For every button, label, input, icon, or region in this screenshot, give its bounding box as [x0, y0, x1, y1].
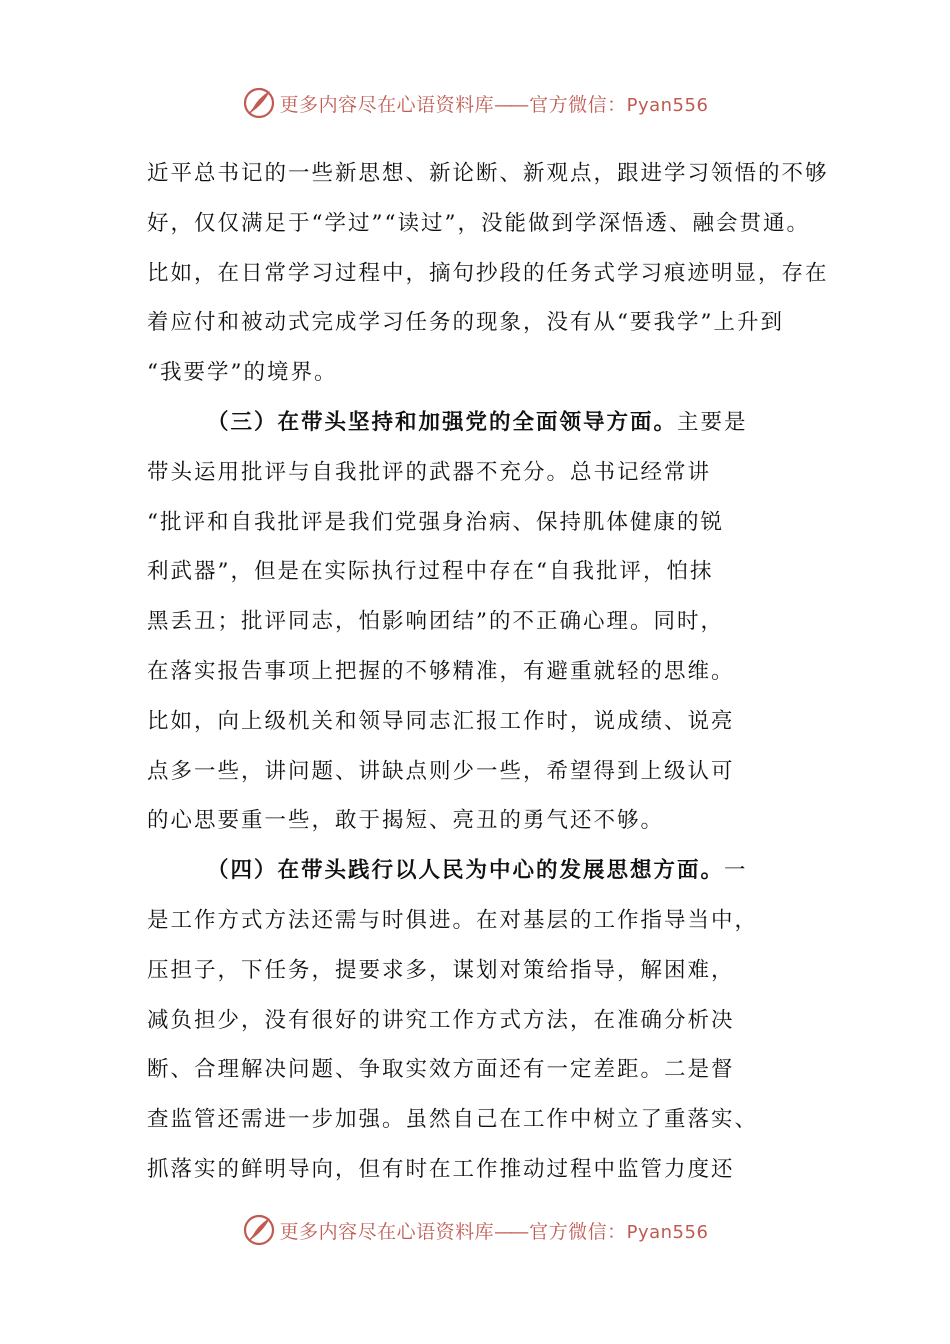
text-line: 带头运用批评与自我批评的武器不充分。总书记经常讲: [147, 459, 712, 485]
text-line: “我要学”的境界。: [147, 360, 338, 386]
text-line: 近平总书记的一些新思想、新论断、新观点，跟进学习领悟的不够: [147, 161, 829, 186]
text-line: 着应付和被动式完成学习任务的现象，没有从“要我学”上升到: [147, 310, 784, 336]
text-line: 抓落实的鲜明导向，但有时在工作推动过程中监管力度还: [147, 1156, 735, 1182]
section-3-first-line: （三）在带头坚持和加强党的全面领导方面。主要是: [207, 409, 748, 435]
text-line: 利武器”，但是在实际执行过程中存在“自我批评，怕抹: [147, 559, 714, 585]
text-line: 是工作方式方法还需与时俱进。在对基层的工作指导当中，: [147, 907, 759, 933]
text-line: 比如，向上级机关和领导同志汇报工作时，说成绩、说亮: [147, 708, 735, 734]
text-line: 断、合理解决问题、争取实效方面还有一定差距。二是督: [147, 1057, 735, 1083]
footer-banner: [0, 1210, 950, 1250]
footer-banner-text: 更多内容尽在心语资料库—— 官方微信：Pyan556: [279, 1220, 709, 1243]
text-line: 比如，在日常学习过程中，摘句抄段的任务式学习痕迹明显，存在: [147, 260, 829, 286]
header-banner: [0, 83, 950, 123]
text-line: 压担子，下任务，提要求多，谋划对策给指导，解困难，: [147, 957, 735, 983]
text-line: 查监管还需进一步加强。虽然自己在工作中树立了重落实、: [147, 1107, 759, 1133]
section-3-heading: （三）在带头坚持和加强党的全面领导方面。: [207, 409, 678, 435]
text-line: 好，仅仅满足于“学过”“读过”，没能做到学深悟透、融会贯通。: [147, 210, 810, 236]
document-body: [147, 149, 829, 1195]
section-4-heading: （四）在带头践行以人民为中心的发展思想方面。: [207, 858, 725, 884]
text-line: 点多一些，讲问题、讲缺点则少一些，希望得到上级认可: [147, 758, 735, 784]
text-line: “批评和自我批评是我们党强身治病、保持肌体健康的锐: [147, 509, 724, 535]
text-line: 黑丢丑；批评同志，怕影响团结”的不正确心理。同时，: [147, 609, 724, 635]
text-line: 在落实报告事项上把握的不够精准，有避重就轻的思维。: [147, 658, 735, 684]
feather-pen-logo-icon: [242, 1213, 276, 1247]
section-4-first-line: （四）在带头践行以人民为中心的发展思想方面。一: [207, 858, 748, 884]
feather-pen-logo-icon: [242, 86, 276, 120]
header-banner-text: 更多内容尽在心语资料库—— 官方微信：Pyan556: [279, 93, 709, 116]
text-line: 减负担少，没有很好的讲究工作方式方法，在准确分析决: [147, 1007, 735, 1033]
text-line: 的心思要重一些，敢于揭短、亮丑的勇气还不够。: [147, 808, 665, 834]
